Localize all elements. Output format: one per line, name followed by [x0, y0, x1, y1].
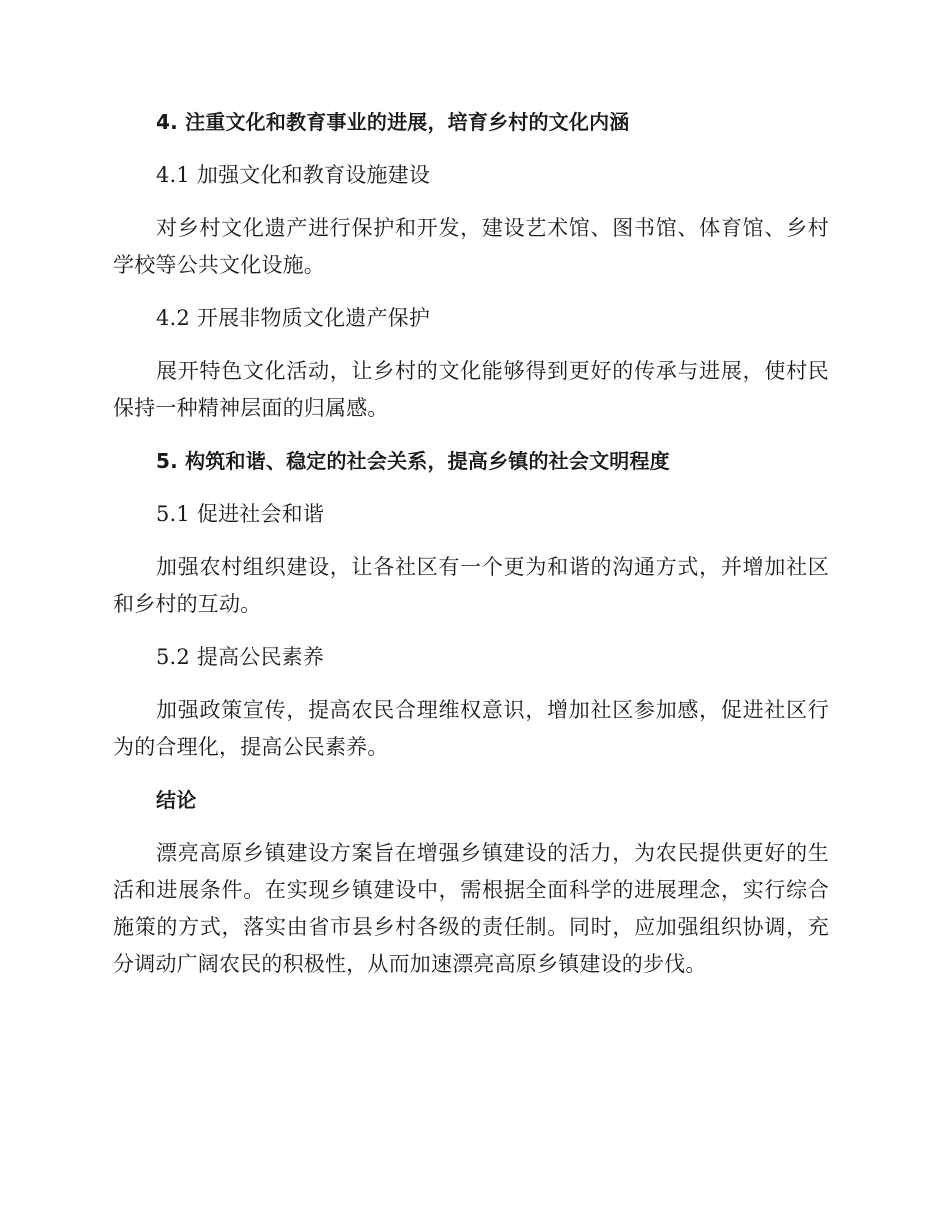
subsection-4-2-title: 4.2 开展非物质文化遗产保护 — [156, 306, 431, 330]
subsection-4-1-body: 对乡村文化遗产进行保护和开发，建设艺术馆、图书馆、体育馆、乡村学校等公共文化设施。 — [113, 216, 829, 277]
section-4-heading: 4. 注重文化和教育事业的进展，培育乡村的文化内涵 — [156, 110, 630, 134]
conclusion-heading: 结论 — [156, 788, 197, 812]
subsection-5-1-body: 加强农村组织建设，让各社区有一个更为和谐的沟通方式，并增加社区和乡村的互动。 — [113, 555, 829, 616]
document-page — [113, 104, 829, 983]
section-5-heading: 5. 构筑和谐、稳定的社会关系，提高乡镇的社会文明程度 — [156, 449, 670, 473]
subsection-4-1-title: 4.1 加强文化和教育设施建设 — [156, 163, 431, 187]
subsection-5-2-title: 5.2 提高公民素养 — [156, 645, 325, 669]
conclusion-body: 漂亮高原乡镇建设方案旨在增强乡镇建设的活力，为农民提供更好的生活和进展条件。在实现乡镇建设中，需根据全面科学的进展理念，实行综合施策的方式，落实由省市县乡村各级的责任制。同时，应加强组织协调，充分调动广阔农民的积极性，从而加速漂亮高原乡镇建设的步伐。 — [113, 841, 829, 976]
subsection-5-1-title: 5.1 促进社会和谐 — [156, 502, 325, 526]
subsection-5-2-body: 加强政策宣传，提高农民合理维权意识，增加社区参加感，促进社区行为的合理化，提高公民素养。 — [113, 698, 829, 759]
subsection-4-2-body: 展开特色文化活动，让乡村的文化能够得到更好的传承与进展，使村民保持一种精神层面的归属感。 — [113, 359, 829, 420]
